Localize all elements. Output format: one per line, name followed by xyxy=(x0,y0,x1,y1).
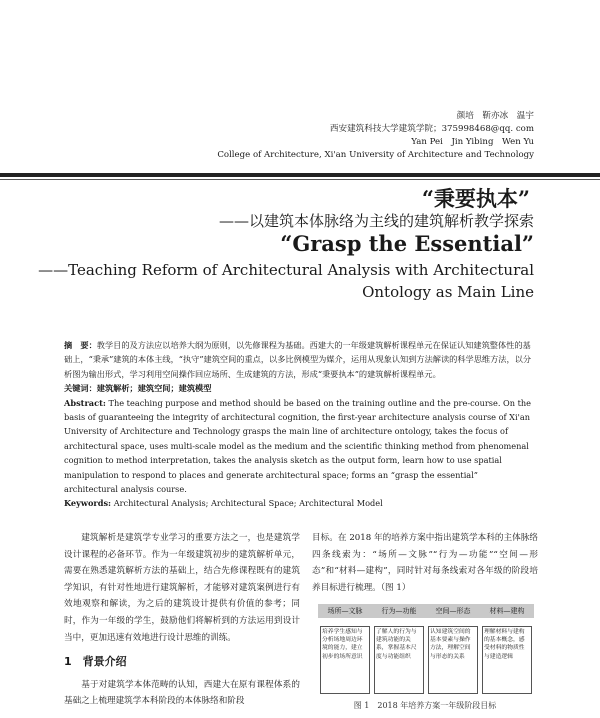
abstract-block xyxy=(64,338,534,511)
keywords-en xyxy=(64,496,534,510)
figure-box-1-text: 培养学生感知与分析场地周边环境的能力，建立初步的场所意识 xyxy=(322,629,363,660)
keywords-en-text: Architectural Analysis; Architectural Space; Architectural Model xyxy=(113,498,383,509)
figure-header-3: 空间—形态 xyxy=(435,607,471,615)
right-paragraph: 目标。在 2018 年的培养方案中指出建筑学本科的主体脉络四条线索为：“场所—文脉”“行为—功能”“空间—形态”和“材料—建构”，同时针对每条线索对各年级的阶段培养目标进行梳理。（图 1） xyxy=(312,533,538,593)
figure-1-caption: 图 1 2018 年培养方案一年级阶段目标 xyxy=(353,701,497,710)
abstract-en xyxy=(64,396,534,497)
section-1-paragraph: 基于对建筑学本体范畴的认知，西建大在原有课程体系的基础之上梳理建筑学本科阶段的本体脉络和阶段 xyxy=(64,679,300,707)
abstract-cn-text: 教学目的及方法应以培养大纲为原则，以先修课程为基础。西建大的一年级建筑解析课程单元在保证认知建筑整体性的基础上，“秉承”建筑的本体主线，“执守”建筑空间的重点，以多比例模型为媒介，运用从现象认知到方法解读的科学思维方法，以分析图为输出形式，学习利用空间操作回应场所、生成建筑的方法，形成“秉要执本”的建筑解析课程单元。 xyxy=(64,340,532,379)
figure-box-4-text: 理解材料与建构的基本概念，感受材料的物质性与建造逻辑 xyxy=(484,629,525,660)
abstract-cn xyxy=(64,338,534,381)
subtitle-cn: ——以建筑本体脉络为主线的建筑解析教学探索 xyxy=(218,212,534,230)
affiliation-en: College of Architecture, Xi'an University of Architecture and Technology xyxy=(217,150,534,160)
abstract-en-label: Abstract: xyxy=(64,397,106,408)
body-right-column xyxy=(312,530,538,596)
affiliation-cn: 西安建筑科技大学建筑学院；375998468@qq. com xyxy=(329,124,534,134)
section-1-heading: 1 背景介绍 xyxy=(64,655,127,669)
abstract-cn-label: 摘 要： xyxy=(64,340,97,350)
figure-header-1: 场所—文脉 xyxy=(327,607,363,615)
keywords-cn-text: 建筑解析；建筑空间；建筑模型 xyxy=(96,383,212,394)
figure-header-2: 行为—功能 xyxy=(381,607,417,615)
authors-cn: 颜培 靳亦冰 温宇 xyxy=(456,111,534,121)
abstract-en-text: The teaching purpose and method should be based on the training outline and the pre-course. On the basis of guaranteeing the integrity of architectural cognition, the first-year architecture analysis course of Xi'an University of Architecture and Technology grasps the main line of architecture ontology, takes the focus of architectural space, uses multi-scale model as the medium and the scientific thinking method from phenomenal cognition to method interpretation, takes the analysis sketch as the output form, learn how to use spatial manipulation to respond to places and generate architectural space; forms an “grasp the essential” architectural analysis course. xyxy=(64,397,532,495)
body-left-column xyxy=(64,530,300,710)
keywords-cn-label: 关键词： xyxy=(64,383,97,394)
figure-box-2-text: 了解人的行为与建筑功能的关系，掌握基本尺度与功能组织 xyxy=(376,629,417,660)
figure-header-4: 材料—建构 xyxy=(489,607,525,615)
title-en: “Grasp the Essential” xyxy=(280,231,534,256)
title-cn: “秉要执本” xyxy=(421,186,530,211)
figure-1 xyxy=(312,598,540,698)
author-block xyxy=(174,110,534,162)
authors-en: Yan Pei Jin Yibing Wen Yu xyxy=(411,137,534,147)
subtitle-en: ——Teaching Reform of Architectural Analysis with Architectural Ontology as Main Line xyxy=(38,261,534,301)
intro-paragraph: 建筑解析是建筑学专业学习的重要方法之一，也是建筑学设计课程的必备环节。作为一年级建筑初步的建筑解析单元，需要在熟悉建筑解析方法的基础上，结合先修课程既有的建筑学知识，有针对性地进行建筑解析，才能够对建筑案例进行有效地观察和解读，为之后的建筑设计提供有价值的参考；同时，作为一年级的学生，鼓励他们将解析到的方法运用到设计当中，更加迅速有效地进行设计思维的训练。 xyxy=(64,533,300,643)
figure-box-3-text: 认知建筑空间的基本要素与操作方法，理解空间与形态的关系 xyxy=(430,629,471,660)
header-rule-thin xyxy=(0,179,600,180)
keywords-en-label: Keywords: xyxy=(64,498,112,509)
keywords-cn xyxy=(64,381,534,395)
header-rule-thick xyxy=(0,173,600,177)
